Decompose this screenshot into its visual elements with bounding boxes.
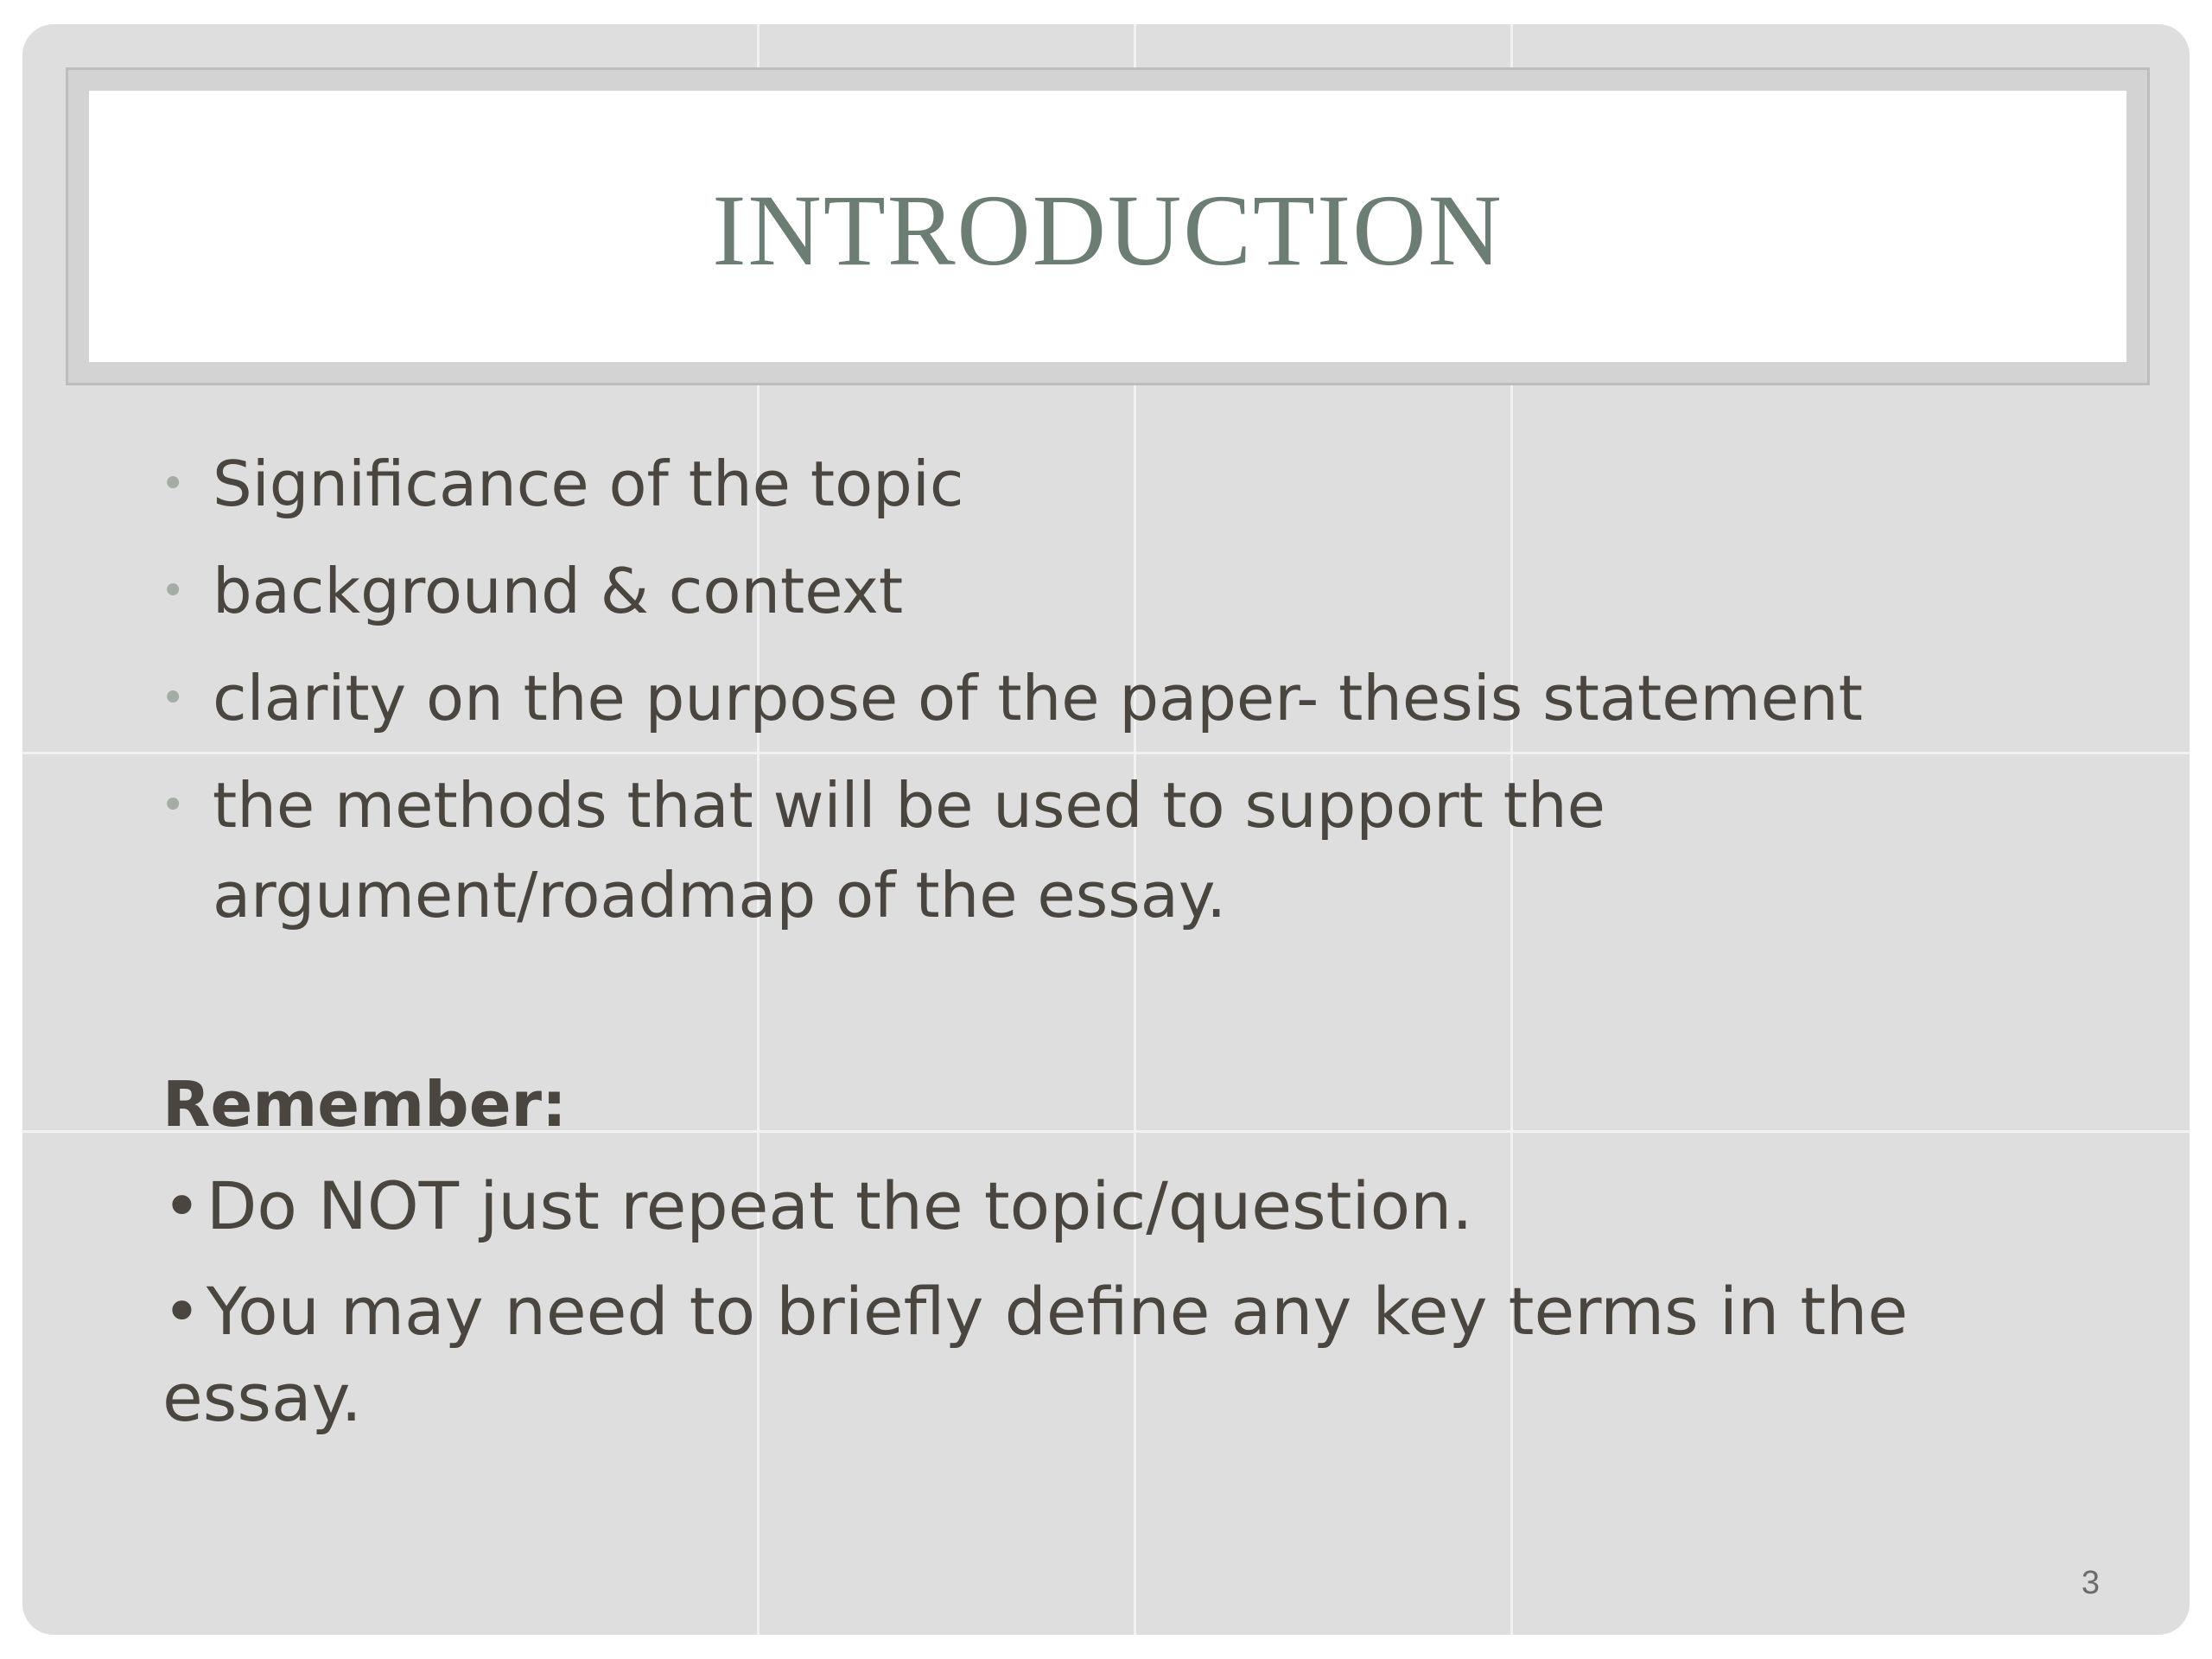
remember-item: [162, 1268, 2098, 1441]
list-item: [161, 546, 903, 636]
list-item: [161, 439, 963, 529]
bullet-text: background & context: [213, 555, 904, 627]
bullet-icon: •: [161, 674, 186, 722]
remember-heading: Remember:: [162, 1068, 567, 1141]
list-item: [161, 653, 1863, 743]
bullet-text: clarity on the purpose of the paper- thesis statement: [213, 662, 1863, 734]
bullet-icon: •: [162, 1167, 201, 1244]
remember-item-text: You may need to briefly define any key terms in the essay.: [162, 1273, 1909, 1436]
bullet-icon: •: [162, 1273, 201, 1350]
list-item: [161, 760, 1605, 940]
bullet-icon: •: [161, 460, 186, 508]
bullet-icon: •: [161, 567, 186, 615]
slide-title: INTRODUCTION: [712, 174, 1503, 287]
slide: [22, 24, 2190, 1635]
page-number: 3: [2081, 1565, 2100, 1601]
bullet-icon: •: [161, 781, 186, 830]
bullet-text: Significance of the topic: [213, 448, 964, 520]
remember-item: [162, 1163, 2098, 1249]
bullet-text: the methods that will be used to support the argument/roadmap of the essay.: [213, 769, 1605, 931]
remember-item-text: Do NOT just repeat the topic/question.: [206, 1167, 1473, 1244]
